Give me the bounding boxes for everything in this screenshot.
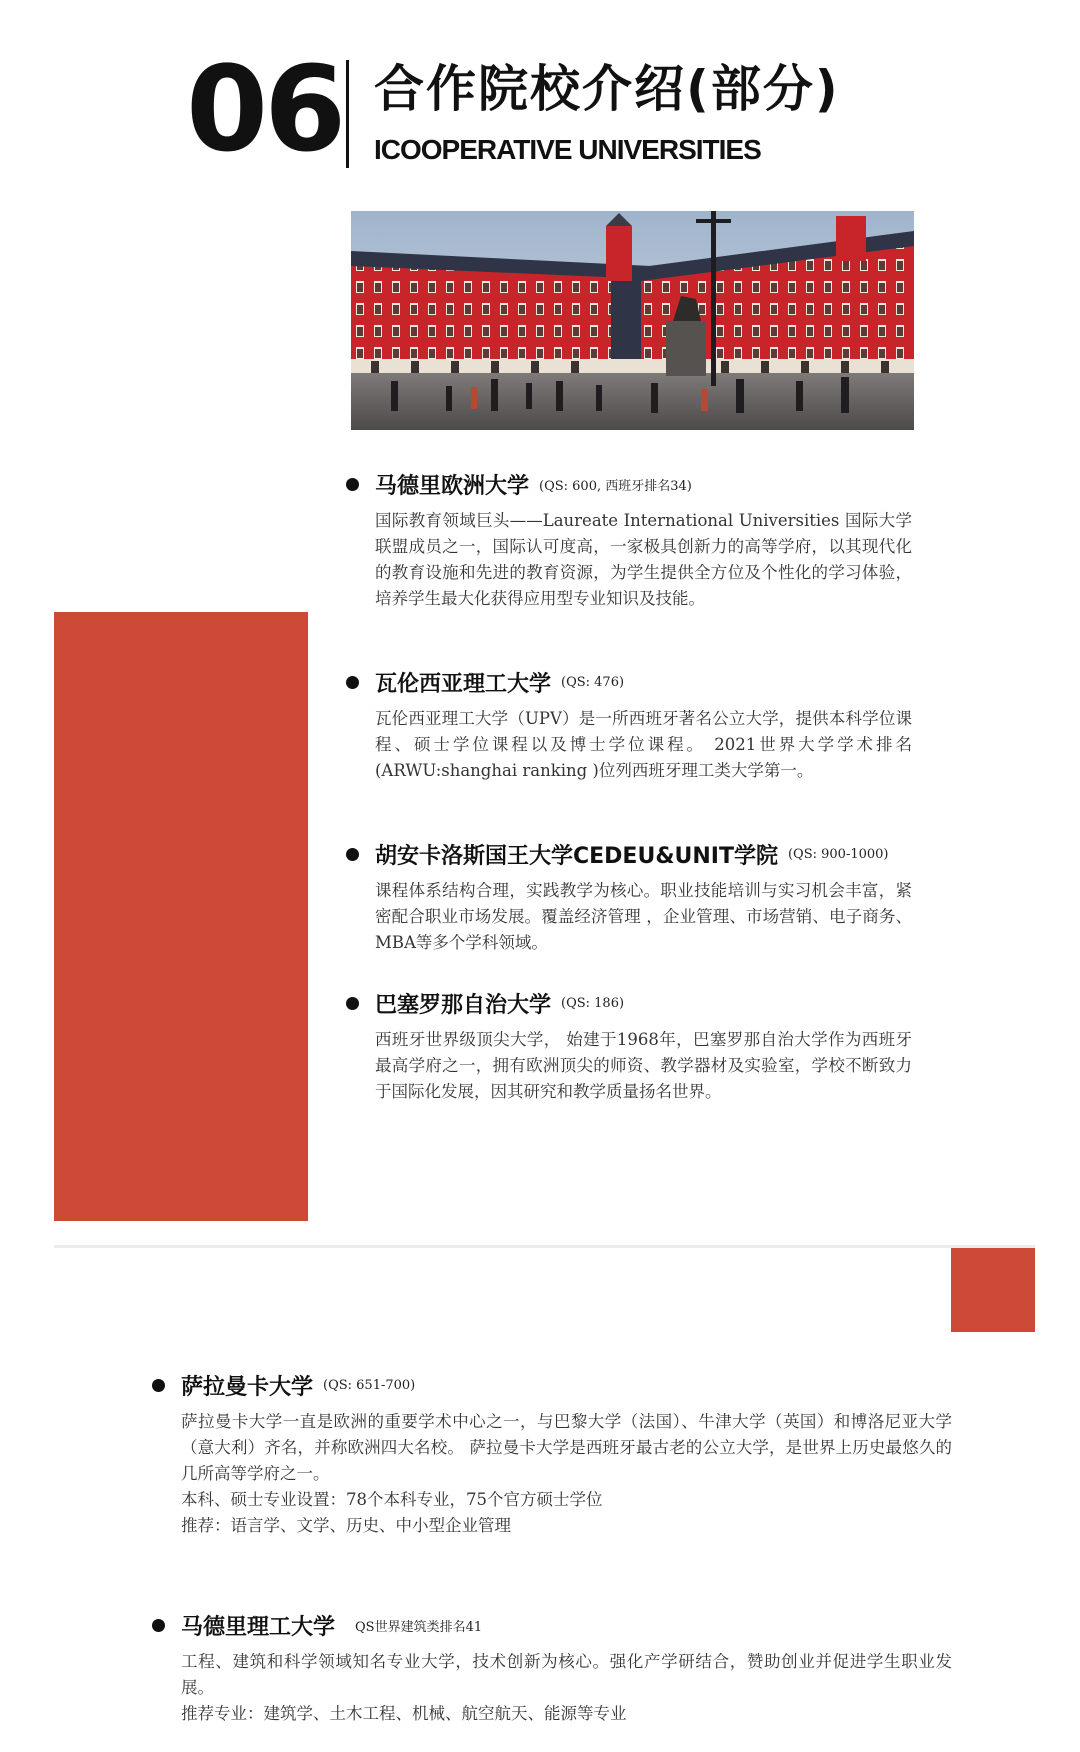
university-description: 课程体系结构合理，实践教学为核心。职业技能培训与实习机会丰富，紧密配合职业市场发展。覆盖经济管理 ，企业管理、市场营销、电子商务、MBA等多个学科领域。	[375, 881, 912, 952]
page-subtitle: ICOOPERATIVE UNIVERSITIES	[374, 134, 761, 165]
university-ranking: (QS: 600, 西班牙排名34)	[539, 478, 692, 494]
university-ranking: (QS: 651-700)	[323, 1377, 416, 1393]
university-entry	[346, 664, 912, 784]
bullet-icon	[346, 997, 359, 1010]
bullet-icon	[152, 1379, 165, 1392]
title-divider	[346, 60, 349, 168]
bullet-icon	[346, 478, 359, 491]
accent-block-large	[54, 612, 308, 1221]
university-entry	[346, 466, 912, 612]
university-name: 马德里理工大学	[181, 1614, 336, 1640]
university-ranking: (QS: 900-1000)	[787, 846, 889, 862]
university-ranking: (QS: 476)	[561, 674, 625, 690]
university-name: 瓦伦西亚理工大学	[375, 671, 552, 697]
bullet-icon	[152, 1619, 165, 1632]
university-name: 马德里欧洲大学	[375, 473, 530, 499]
university-description: 西班牙世界级顶尖大学， 始建于1968年，巴塞罗那自治大学作为西班牙最高学府之一，拥有欧洲顶尖的师资、教学器材及实验室，学校不断致力于国际化发展，因其研究和教学质量扬名世界。	[375, 1030, 912, 1101]
program-offerings: 本科、硕士专业设置：78个本科专业，75个官方硕士学位	[181, 1490, 603, 1509]
bullet-icon	[346, 848, 359, 861]
university-description: 瓦伦西亚理工大学（UPV）是一所西班牙著名公立大学，提供本科学位课程、硕士学位课程以及博士学位课程。 2021世界大学学术排名(ARWU:shanghai ranking )位列西班牙理工类大学第一。	[375, 709, 912, 780]
university-description: 工程、建筑和科学领域知名专业大学，技术创新为核心。强化产学研结合，赞助创业并促进学生职业发展。	[181, 1652, 952, 1697]
university-ranking: QS世界建筑类排名41	[355, 1619, 483, 1635]
university-entry	[346, 985, 912, 1105]
university-entry	[152, 1607, 952, 1727]
university-ranking: (QS: 186)	[561, 995, 625, 1011]
university-entry	[152, 1367, 952, 1539]
recommended-majors: 推荐专业：建筑学、土木工程、机械、航空航天、能源等专业	[181, 1704, 627, 1723]
university-name: 胡安卡洛斯国王大学CEDEU&UNIT学院	[375, 843, 778, 869]
bullet-icon	[346, 676, 359, 689]
section-divider	[54, 1245, 1035, 1248]
section-number: 06	[186, 40, 343, 178]
university-name: 萨拉曼卡大学	[181, 1374, 314, 1400]
accent-block-small	[951, 1248, 1035, 1332]
university-description: 萨拉曼卡大学一直是欧洲的重要学术中心之一，与巴黎大学（法国）、牛津大学（英国）和博洛尼亚大学（意大利）齐名，并称欧洲四大名校。 萨拉曼卡大学是西班牙最古老的公立大学，是世界上历史最悠久的几所高等学府之一。	[181, 1412, 952, 1483]
university-name: 巴塞罗那自治大学	[375, 992, 552, 1018]
university-description: 国际教育领域巨头——Laureate International Universities 国际大学联盟成员之一，国际认可度高，一家极具创新力的高等学府，以其现代化的教育设施和先进的教育资源，为学生提供全方位及个性化的学习体验，培养学生最大化获得应用型专业知识及技能。	[375, 511, 912, 608]
page-title: 合作院校介绍(部分)	[374, 60, 840, 118]
recommended-majors: 推荐：语言学、文学、历史、中小型企业管理	[181, 1516, 511, 1535]
plaza-photo	[351, 211, 914, 430]
university-entry	[346, 836, 912, 956]
